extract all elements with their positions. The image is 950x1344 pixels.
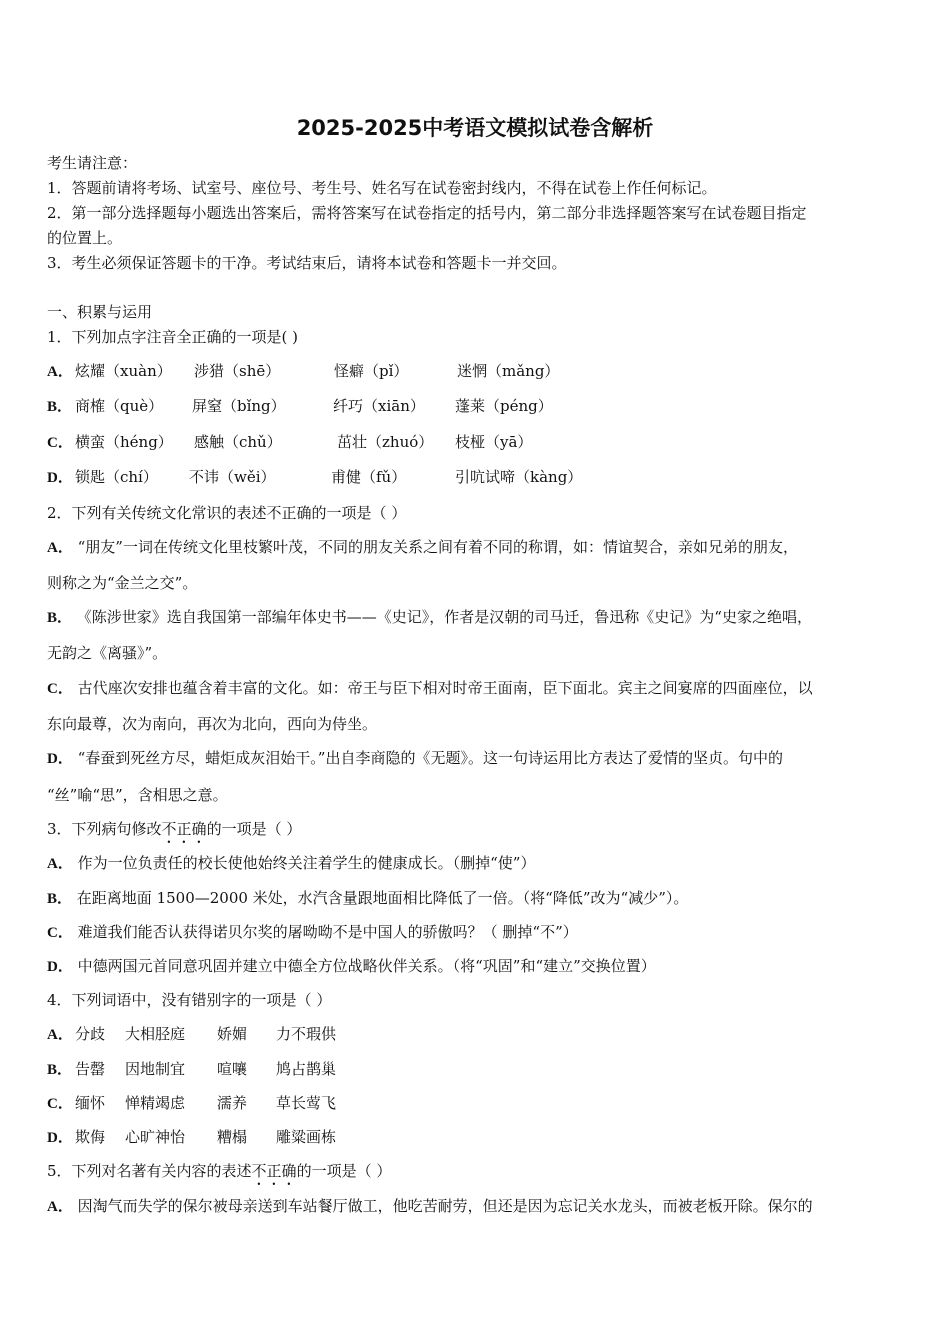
q1-c-item-3: 茁壮（zhuó） xyxy=(337,433,434,451)
option-label: B． xyxy=(47,1062,73,1078)
q1-a-item-2: 涉猎（shē） xyxy=(194,362,281,380)
q1-b-item-2: 屏窒（bǐng） xyxy=(192,397,286,415)
q2-option-b xyxy=(47,606,812,627)
q2-b-cont: 无韵之《离骚》”。 xyxy=(47,644,168,662)
q4-b-item-3: 喧嚷 xyxy=(217,1060,248,1078)
q3-option-c xyxy=(47,921,578,942)
notice-item-1: 1．答题前请将考场、试室号、座位号、考生号、姓名写在试卷密封线内，不得在试卷上作任何标记。 xyxy=(47,179,717,197)
q1-c-item-4: 枝桠（yā） xyxy=(455,433,533,451)
q1-b-item-4: 蓬莱（péng） xyxy=(455,397,553,415)
q5-stem-post: 的一项是（ ） xyxy=(296,1162,392,1180)
q4-a-item-4: 力不瑕供 xyxy=(276,1025,337,1043)
q4-d-item-2: 心旷神怡 xyxy=(125,1128,186,1146)
option-label: B． xyxy=(47,399,73,415)
q4-c-item-4: 草长莺飞 xyxy=(276,1094,337,1112)
q5-stem-pre: 5．下列对名著有关内容的表述 xyxy=(47,1162,252,1180)
q3-stem-emphasis: 不正确 xyxy=(161,820,207,838)
q4-b-item-1: 告罄 xyxy=(75,1060,106,1078)
option-label: B． xyxy=(47,891,73,907)
q1-a-item-4: 迷惘（mǎng） xyxy=(457,362,560,380)
q3-a-text: 作为一位负责任的校长使他始终关注着学生的健康成长。（删掉“使”） xyxy=(77,854,536,872)
q4-c-item-1: 缅怀 xyxy=(75,1094,106,1112)
q1-d-item-1: 锁匙（chí） xyxy=(75,468,158,486)
option-label: A． xyxy=(47,540,73,556)
q1-d-item-4: 引吭试啼（kàng） xyxy=(455,468,583,486)
q1-a-item-1: 炫耀（xuàn） xyxy=(75,362,172,380)
notice-item-2: 2．第一部分选择题每小题选出答案后，需将答案写在试卷指定的括号内，第二部分非选择题答案写在试卷题目指定 xyxy=(47,204,807,222)
q2-d-cont: “丝”喻“思”，含相思之意。 xyxy=(47,786,228,804)
q5-option-a xyxy=(47,1195,813,1216)
q1-b-item-3: 纤巧（xiān） xyxy=(333,397,425,415)
q4-c-item-2: 惮精竭虑 xyxy=(125,1094,186,1112)
page-title: 2025-2025中考语文模拟试卷含解析 xyxy=(296,116,654,140)
option-label: C． xyxy=(47,681,73,697)
option-label: C． xyxy=(47,435,73,451)
option-label: A． xyxy=(47,1199,73,1215)
option-label: D． xyxy=(47,470,73,486)
option-label: D． xyxy=(47,1130,73,1146)
q2-option-c xyxy=(47,677,813,698)
q3-c-text: 难道我们能否认获得诺贝尔奖的屠呦呦不是中国人的骄傲吗？（ 删掉“不”） xyxy=(77,923,578,941)
q4-d-item-4: 雕粱画栋 xyxy=(276,1128,337,1146)
option-label: C． xyxy=(47,925,73,941)
q2-a-text: “朋友”一词在传统文化里枝繁叶茂，不同的朋友关系之间有着不同的称谓，如：情谊契合，亲如兄弟的朋友， xyxy=(77,538,798,556)
q5-stem xyxy=(47,1160,391,1189)
q5-a-text: 因淘气而失学的保尔被母亲送到车站餐厅做工，他吃苦耐劳，但还是因为忘记关水龙头，而被老板开除。保尔的 xyxy=(77,1197,813,1215)
option-label: C． xyxy=(47,1096,73,1112)
q2-d-text: “春蚕到死丝方尽，蜡炬成灰泪始干。”出自李商隐的《无题》。这一句诗运用比方表达了爱情的坚贞。句中的 xyxy=(77,749,783,767)
q2-option-a xyxy=(47,536,798,557)
q4-b-item-4: 鸠占鹊巢 xyxy=(276,1060,337,1078)
q3-d-text: 中德两国元首同意巩固并建立中德全方位战略伙伴关系。（将“巩固”和“建立”交换位置） xyxy=(77,957,656,975)
option-label: A． xyxy=(47,364,73,380)
option-label: A． xyxy=(47,856,73,872)
q4-d-item-3: 糟榻 xyxy=(217,1128,248,1146)
q2-option-d xyxy=(47,747,783,768)
q2-c-cont: 东向最尊，次为南向，再次为北向，西向为侍坐。 xyxy=(47,715,378,733)
q1-b-item-1: 商榷（què） xyxy=(75,397,164,415)
q5-stem-emphasis: 不正确 xyxy=(251,1162,297,1180)
q1-d-item-3: 甫健（fǔ） xyxy=(331,468,407,486)
q4-a-item-2: 大相胫庭 xyxy=(125,1025,186,1043)
q1-c-item-1: 横蛮（héng） xyxy=(75,433,173,451)
notice-item-2-cont: 的位置上。 xyxy=(47,229,123,247)
q3-stem-post: 的一项是（ ） xyxy=(206,820,302,838)
option-label: D． xyxy=(47,751,73,767)
section-heading: 一、积累与运用 xyxy=(47,303,153,321)
q1-d-item-2: 不讳（wěi） xyxy=(189,468,276,486)
q2-b-text: 《陈涉世家》选自我国第一部编年体史书——《史记》，作者是汉朝的司马迁，鲁迅称《史记》为“史家之绝唱， xyxy=(76,608,812,626)
q1-a-item-3: 怪癖（pǐ） xyxy=(334,362,409,380)
notice-heading: 考生请注意： xyxy=(47,154,138,172)
q3-option-a xyxy=(47,852,535,873)
notice-item-3: 3．考生必须保证答题卡的干净。考试结束后，请将本试卷和答题卡一并交回。 xyxy=(47,254,567,272)
option-label: A． xyxy=(47,1027,73,1043)
q1-c-item-2: 感触（chǔ） xyxy=(194,433,282,451)
q4-d-item-1: 欺侮 xyxy=(75,1128,106,1146)
option-label: D． xyxy=(47,959,73,975)
q2-c-text: 古代座次安排也蕴含着丰富的文化。如：帝王与臣下相对时帝王面南，臣下面北。宾主之间宴席的四面座位，以 xyxy=(77,679,813,697)
q4-b-item-2: 因地制宜 xyxy=(125,1060,186,1078)
q1-stem: 1．下列加点字注音全正确的一项是( ) xyxy=(47,328,299,346)
q3-b-text: 在距离地面 1500—2000 米处，水汽含量跟地面相比降低了一倍。（将“降低”改为“减少”）。 xyxy=(76,889,689,907)
q3-option-b xyxy=(47,887,688,908)
q2-a-cont: 则称之为“金兰之交”。 xyxy=(47,574,198,592)
q2-stem: 2．下列有关传统文化常识的表述不正确的一项是（ ） xyxy=(47,504,407,522)
option-label: B． xyxy=(47,610,73,626)
q4-c-item-3: 濡养 xyxy=(217,1094,248,1112)
q4-stem: 4．下列词语中，没有错别字的一项是（ ） xyxy=(47,991,332,1009)
q4-a-item-3: 娇媚 xyxy=(217,1025,248,1043)
q3-option-d xyxy=(47,955,656,976)
q3-stem xyxy=(47,818,301,847)
q3-stem-pre: 3．下列病句修改 xyxy=(47,820,162,838)
q4-a-item-1: 分歧 xyxy=(75,1025,106,1043)
